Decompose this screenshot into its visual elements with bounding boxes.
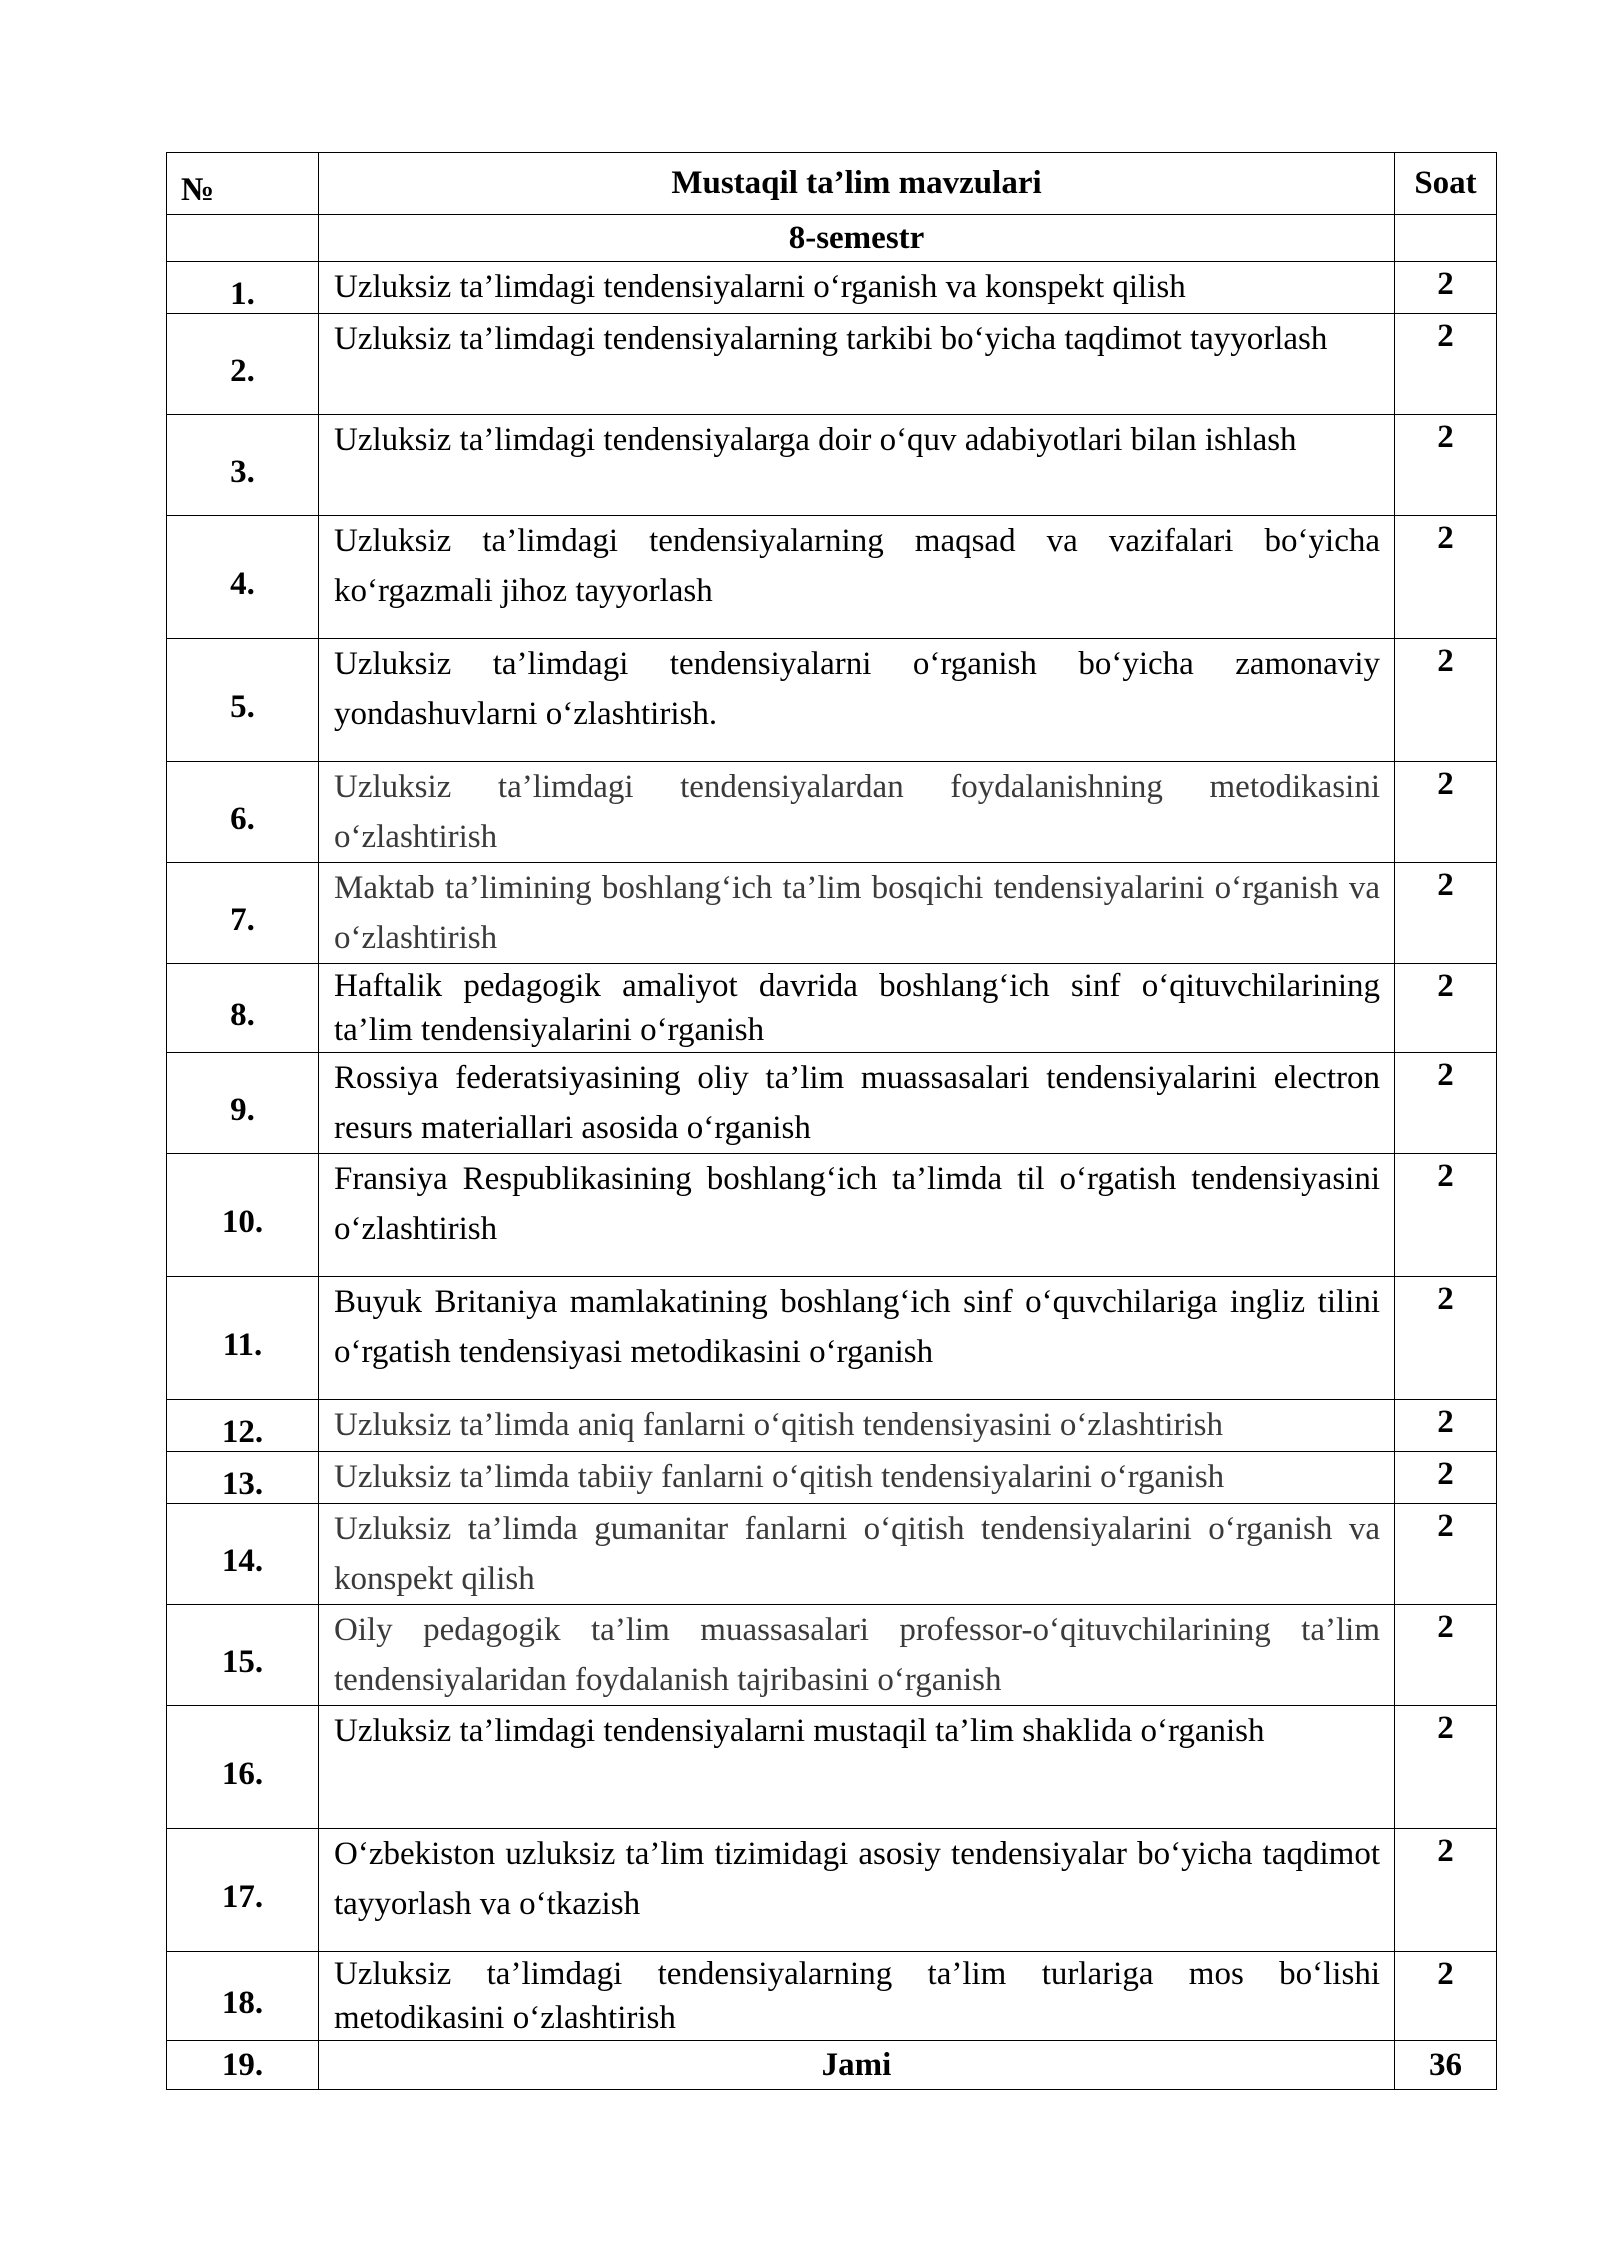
row-number: 7. — [167, 863, 319, 964]
row-topic: Buyuk Britaniya mamlakatining boshlang‘ich sinf o‘quvchilariga ingliz tilini o‘rgatish tendensiyasi metodikasini o‘rganish — [319, 1277, 1395, 1400]
semester-empty-cell — [1395, 215, 1497, 262]
row-hours: 2 — [1395, 1154, 1497, 1277]
table-row — [167, 1706, 1497, 1829]
row-topic: Uzluksiz ta’limdagi tendensiyalarning ta’lim turlariga mos bo‘lishi metodikasini o‘zlashtirish — [319, 1952, 1395, 2041]
row-hours: 2 — [1395, 1504, 1497, 1605]
header-topic: Mustaqil ta’lim mavzulari — [319, 153, 1395, 215]
table-row — [167, 639, 1497, 762]
table-row — [167, 1605, 1497, 1706]
row-topic: Uzluksiz ta’limdagi tendensiyalarga doir o‘quv adabiyotlari bilan ishlash — [319, 415, 1395, 516]
row-number: 15. — [167, 1605, 319, 1706]
row-number: 13. — [167, 1452, 319, 1504]
row-number: 10. — [167, 1154, 319, 1277]
row-hours: 2 — [1395, 1829, 1497, 1952]
table-row — [167, 863, 1497, 964]
total-hours: 36 — [1395, 2041, 1497, 2090]
row-hours: 2 — [1395, 964, 1497, 1053]
row-number: 8. — [167, 964, 319, 1053]
table-header-row — [167, 153, 1497, 215]
semester-row — [167, 215, 1497, 262]
table-row — [167, 1504, 1497, 1605]
row-topic: Oily pedagogik ta’lim muassasalari professor-o‘qituvchilarining ta’lim tendensiyalaridan foydalanish tajribasini o‘rganish — [319, 1605, 1395, 1706]
row-topic: Uzluksiz ta’limdagi tendensiyalarni mustaqil ta’lim shaklida o‘rganish — [319, 1706, 1395, 1829]
row-topic: Fransiya Respublikasining boshlang‘ich ta’limda til o‘rgatish tendensiyasini o‘zlashtirish — [319, 1154, 1395, 1277]
row-number: 3. — [167, 415, 319, 516]
row-hours: 2 — [1395, 262, 1497, 314]
row-hours: 2 — [1395, 516, 1497, 639]
semester-empty-cell — [167, 215, 319, 262]
total-number: 19. — [167, 2041, 319, 2090]
row-hours: 2 — [1395, 314, 1497, 415]
row-hours: 2 — [1395, 1452, 1497, 1504]
table-row — [167, 1277, 1497, 1400]
row-hours: 2 — [1395, 1277, 1497, 1400]
table-row — [167, 415, 1497, 516]
row-hours: 2 — [1395, 1053, 1497, 1154]
row-hours: 2 — [1395, 1706, 1497, 1829]
row-hours: 2 — [1395, 1605, 1497, 1706]
row-hours: 2 — [1395, 1400, 1497, 1452]
header-number: № — [167, 153, 319, 215]
row-topic: Uzluksiz ta’limdagi tendensiyalarni o‘rganish bo‘yicha zamonaviy yondashuvlarni o‘zlashtirish. — [319, 639, 1395, 762]
total-row — [167, 2041, 1497, 2090]
table-row — [167, 516, 1497, 639]
row-topic: Maktab ta’limining boshlang‘ich ta’lim bosqichi tendensiyalarini o‘rganish va o‘zlashtirish — [319, 863, 1395, 964]
row-hours: 2 — [1395, 639, 1497, 762]
row-hours: 2 — [1395, 863, 1497, 964]
row-topic: O‘zbekiston uzluksiz ta’lim tizimidagi asosiy tendensiyalar bo‘yicha taqdimot tayyorlash va o‘tkazish — [319, 1829, 1395, 1952]
table-row — [167, 262, 1497, 314]
table-row — [167, 762, 1497, 863]
row-topic: Uzluksiz ta’limdagi tendensiyalarni o‘rganish va konspekt qilish — [319, 262, 1395, 314]
row-topic: Uzluksiz ta’limda gumanitar fanlarni o‘qitish tendensiyalarini o‘rganish va konspekt qilish — [319, 1504, 1395, 1605]
row-number: 16. — [167, 1706, 319, 1829]
row-number: 4. — [167, 516, 319, 639]
row-topic: Uzluksiz ta’limdagi tendensiyalarning tarkibi bo‘yicha taqdimot tayyorlash — [319, 314, 1395, 415]
table-row — [167, 1400, 1497, 1452]
row-number: 6. — [167, 762, 319, 863]
row-topic: Uzluksiz ta’limda tabiiy fanlarni o‘qitish tendensiyalarini o‘rganish — [319, 1452, 1395, 1504]
row-number: 5. — [167, 639, 319, 762]
table-row — [167, 1952, 1497, 2041]
table-row — [167, 1053, 1497, 1154]
total-label: Jami — [319, 2041, 1395, 2090]
row-number: 1. — [167, 262, 319, 314]
row-number: 12. — [167, 1400, 319, 1452]
row-number: 11. — [167, 1277, 319, 1400]
table-row — [167, 1829, 1497, 1952]
row-number: 2. — [167, 314, 319, 415]
row-hours: 2 — [1395, 1952, 1497, 2041]
row-topic: Uzluksiz ta’limdagi tendensiyalarning maqsad va vazifalari bo‘yicha ko‘rgazmali jihoz tayyorlash — [319, 516, 1395, 639]
row-number: 9. — [167, 1053, 319, 1154]
row-topic: Uzluksiz ta’limdagi tendensiyalardan foydalanishning metodikasini o‘zlashtirish — [319, 762, 1395, 863]
header-hours: Soat — [1395, 153, 1497, 215]
row-hours: 2 — [1395, 762, 1497, 863]
row-topic: Uzluksiz ta’limda aniq fanlarni o‘qitish tendensiyasini o‘zlashtirish — [319, 1400, 1395, 1452]
table-row — [167, 964, 1497, 1053]
row-hours: 2 — [1395, 415, 1497, 516]
semester-label: 8-semestr — [319, 215, 1395, 262]
self-study-topics-table — [166, 152, 1497, 2090]
row-number: 14. — [167, 1504, 319, 1605]
table-row — [167, 1452, 1497, 1504]
table-row — [167, 1154, 1497, 1277]
row-number: 18. — [167, 1952, 319, 2041]
row-topic: Haftalik pedagogik amaliyot davrida boshlang‘ich sinf o‘qituvchilarining ta’lim tendensiyalarini o‘rganish — [319, 964, 1395, 1053]
row-topic: Rossiya federatsiyasining oliy ta’lim muassasalari tendensiyalarini electron resurs materiallari asosida o‘rganish — [319, 1053, 1395, 1154]
row-number: 17. — [167, 1829, 319, 1952]
table-row — [167, 314, 1497, 415]
